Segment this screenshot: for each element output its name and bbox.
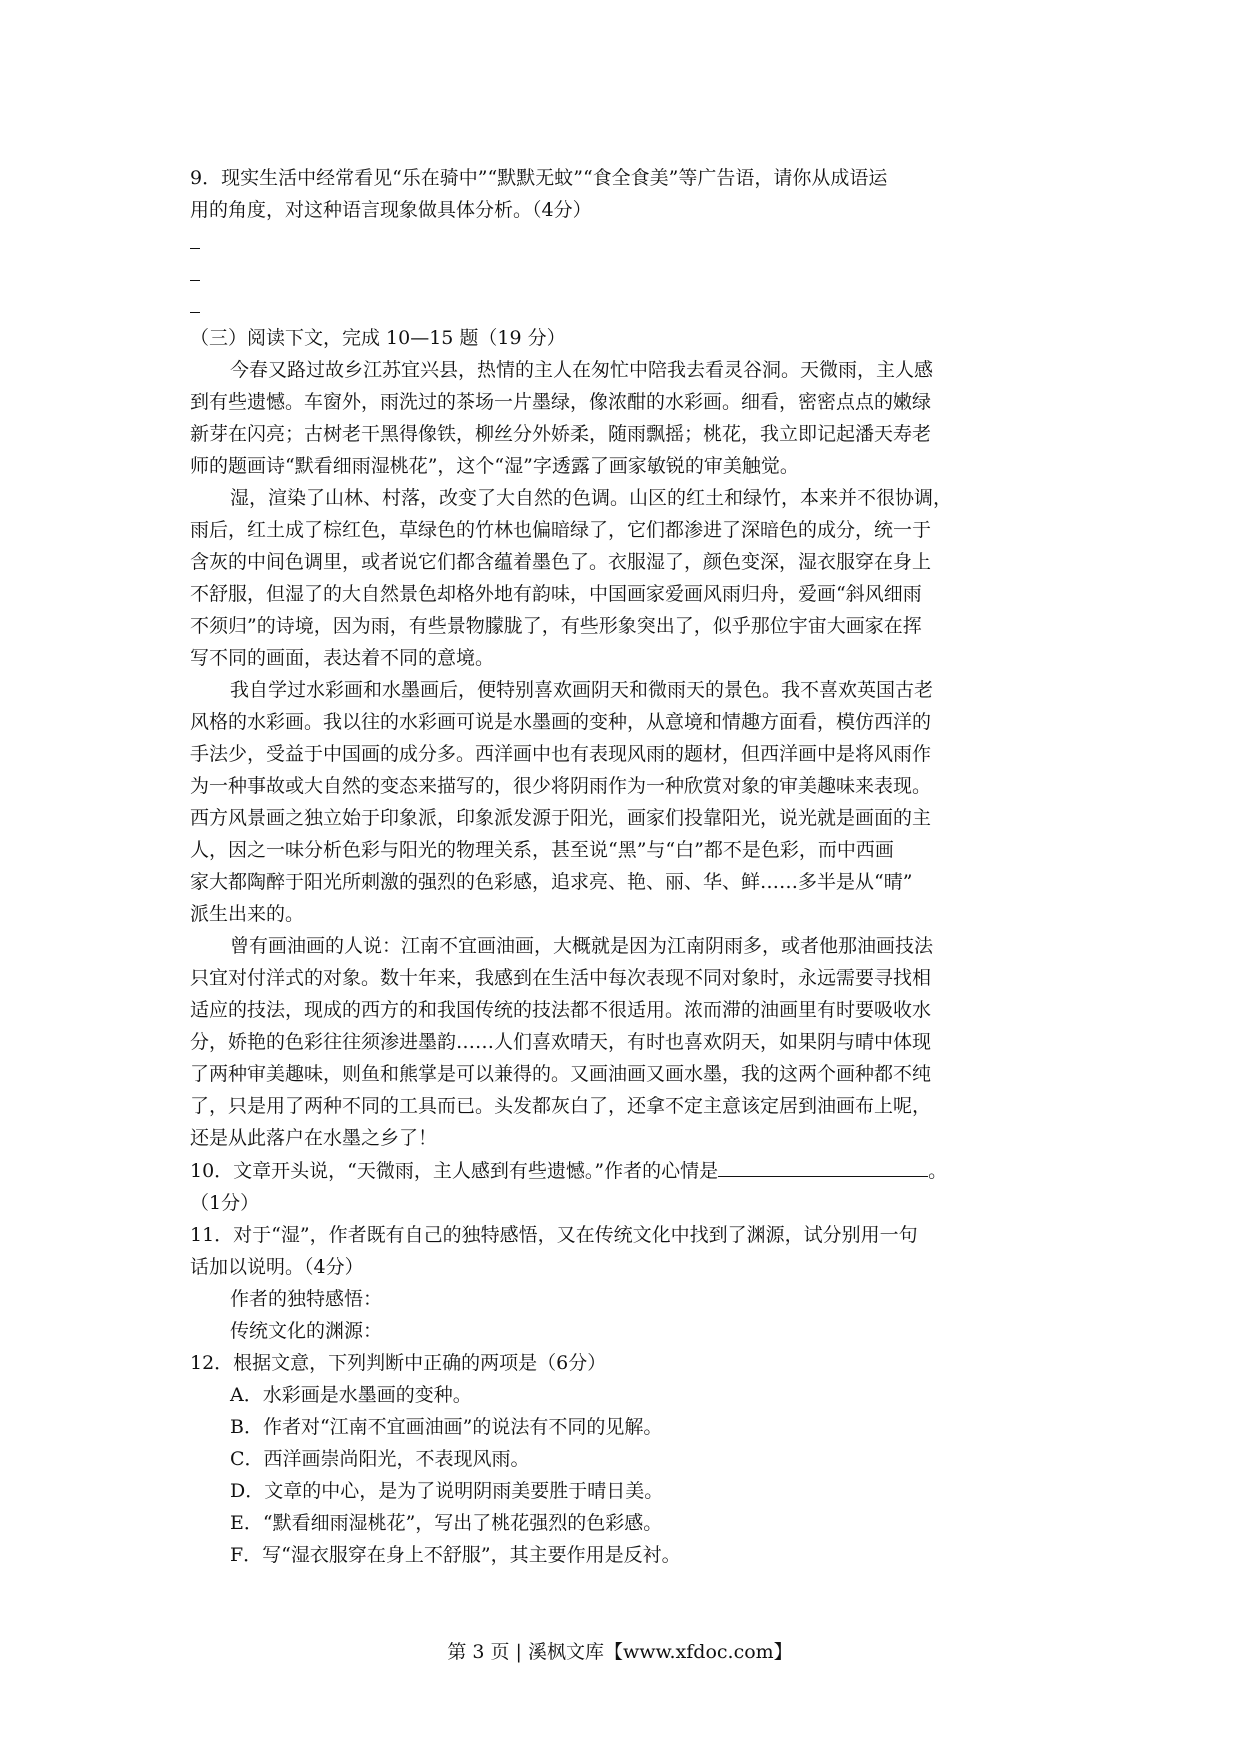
section-3-header: （三）阅读下文，完成 10—15 题（19 分）: [190, 327, 566, 349]
question-10-text: 10．文章开头说，“天微雨，主人感到有些遗憾。”作者的心情是: [190, 1160, 719, 1182]
document-page: [190, 162, 1070, 1571]
passage-line: 不须归”的诗境，因为雨，有些景物朦胧了，有些形象突出了，似乎那位宇宙大画家在挥: [190, 615, 922, 637]
option-f: F．写“湿衣服穿在身上不舒服”，其主要作用是反衬。: [230, 1544, 681, 1566]
answer-blank: [718, 1154, 928, 1177]
passage-line: 风格的水彩画。我以往的水彩画可说是水墨画的变种，从意境和情趣方面看，模仿西洋的: [190, 711, 932, 733]
option-e: E．“默看细雨湿桃花”，写出了桃花强烈的色彩感。: [230, 1512, 663, 1534]
question-10-score: （1分）: [190, 1192, 260, 1214]
question-11-answer-1: 作者的独特感悟：: [230, 1288, 383, 1310]
passage-line: 只宜对付洋式的对象。数十年来，我感到在生活中每次表现不同对象时，永远需要寻找相: [190, 967, 932, 989]
passage-line: 不舒服，但湿了的大自然景色却格外地有韵味，中国画家爱画风雨归舟，爱画“斜风细雨: [190, 583, 922, 605]
page-footer: 第 3 页 | 溪枫文库【www.xfdoc.com】: [447, 1641, 793, 1663]
answer-blank-line: [190, 258, 1070, 290]
question-11-answer-2: 传统文化的渊源：: [230, 1320, 383, 1342]
option-c: C．西洋画崇尚阳光，不表现风雨。: [230, 1448, 530, 1470]
passage-line: 了，只是用了两种不同的工具而已。头发都灰白了，还拿不定主意该定居到油画布上呢，: [190, 1095, 932, 1117]
passage-line: 为一种事故或大自然的变态来描写的，很少将阴雨作为一种欣赏对象的审美趣味来表现。: [190, 775, 932, 797]
passage-paragraph-2: [190, 482, 1070, 674]
passage-line: 写不同的画面，表达着不同的意境。: [190, 647, 495, 669]
passage-line: 手法少，受益于中国画的成分多。西洋画中也有表现风雨的题材，但西洋画中是将风雨作: [190, 743, 932, 765]
passage-line: 湿，渲染了山林、村落，改变了大自然的色调。山区的红土和绿竹，本来并不很协调，: [230, 487, 953, 509]
answer-blank-line: [190, 226, 1070, 258]
passage-paragraph-4: [190, 930, 1070, 1154]
question-10-end: 。: [928, 1160, 948, 1182]
passage-line: 新芽在闪亮；古树老干黑得像铁，柳丝分外娇柔，随雨飘摇；桃花，我立即记起潘天寿老: [190, 423, 932, 445]
passage-line: 了两种审美趣味，则鱼和熊掌是可以兼得的。又画油画又画水墨，我的这两个画种都不纯: [190, 1063, 932, 1085]
question-11-line-1: 11．对于“湿”，作者既有自己的独特感悟，又在传统文化中找到了渊源，试分别用一句: [190, 1224, 918, 1246]
question-9-line-2: 用的角度，对这种语言现象做具体分析。（4分）: [190, 199, 592, 221]
option-a: A．水彩画是水墨画的变种。: [230, 1384, 472, 1406]
passage-line: 家大都陶醉于阳光所刺激的强烈的色彩感，追求亮、艳、丽、华、鲜……多半是从“晴”: [190, 871, 913, 893]
passage-line: 今春又路过故乡江苏宜兴县，热情的主人在匆忙中陪我去看灵谷洞。天微雨，主人感: [230, 359, 934, 381]
option-b: B．作者对“江南不宜画油画”的说法有不同的见解。: [230, 1416, 663, 1438]
passage-line: 西方风景画之独立始于印象派，印象派发源于阳光，画家们投靠阳光，说光就是画面的主: [190, 807, 932, 829]
question-11-line-2: 话加以说明。（4分）: [190, 1256, 364, 1278]
question-10: [190, 1154, 1070, 1187]
question-9-line-1: 9．现实生活中经常看见“乐在骑中”“默默无蚊”“食全食美”等广告语，请你从成语运: [190, 167, 888, 189]
passage-line: 含灰的中间色调里，或者说它们都含蕴着墨色了。衣服湿了，颜色变深，湿衣服穿在身上: [190, 551, 932, 573]
answer-blank-line: [190, 290, 1070, 322]
passage-line: 分，娇艳的色彩往往须渗进墨韵……人们喜欢晴天，有时也喜欢阴天，如果阴与晴中体现: [190, 1031, 932, 1053]
passage-line: 还是从此落户在水墨之乡了！: [190, 1127, 438, 1149]
passage-line: 人，因之一味分析色彩与阳光的物理关系，甚至说“黑”与“白”都不是色彩，而中西画: [190, 839, 894, 861]
passage-line: 我自学过水彩画和水墨画后，便特别喜欢画阴天和微雨天的景色。我不喜欢英国古老: [230, 679, 934, 701]
passage-paragraph-1: [190, 354, 1070, 482]
passage-paragraph-3: [190, 674, 1070, 930]
passage-line: 派生出来的。: [190, 903, 305, 925]
passage-line: 曾有画油画的人说：江南不宜画油画，大概就是因为江南阴雨多，或者他那油画技法: [230, 935, 934, 957]
passage-line: 到有些遗憾。车窗外，雨洗过的茶场一片墨绿，像浓酣的水彩画。细看，密密点点的嫩绿: [190, 391, 932, 413]
passage-line: 雨后，红土成了棕红色，草绿色的竹林也偏暗绿了，它们都渗进了深暗色的成分，统一于: [190, 519, 932, 541]
question-12-stem: 12．根据文意，下列判断中正确的两项是（6分）: [190, 1352, 607, 1374]
passage-line: 适应的技法，现成的西方的和我国传统的技法都不很适用。浓而滞的油画里有时要吸收水: [190, 999, 932, 1021]
passage-line: 师的题画诗“默看细雨湿桃花”，这个“湿”字透露了画家敏锐的审美触觉。: [190, 455, 799, 477]
option-d: D．文章的中心，是为了说明阴雨美要胜于晴日美。: [230, 1480, 664, 1502]
